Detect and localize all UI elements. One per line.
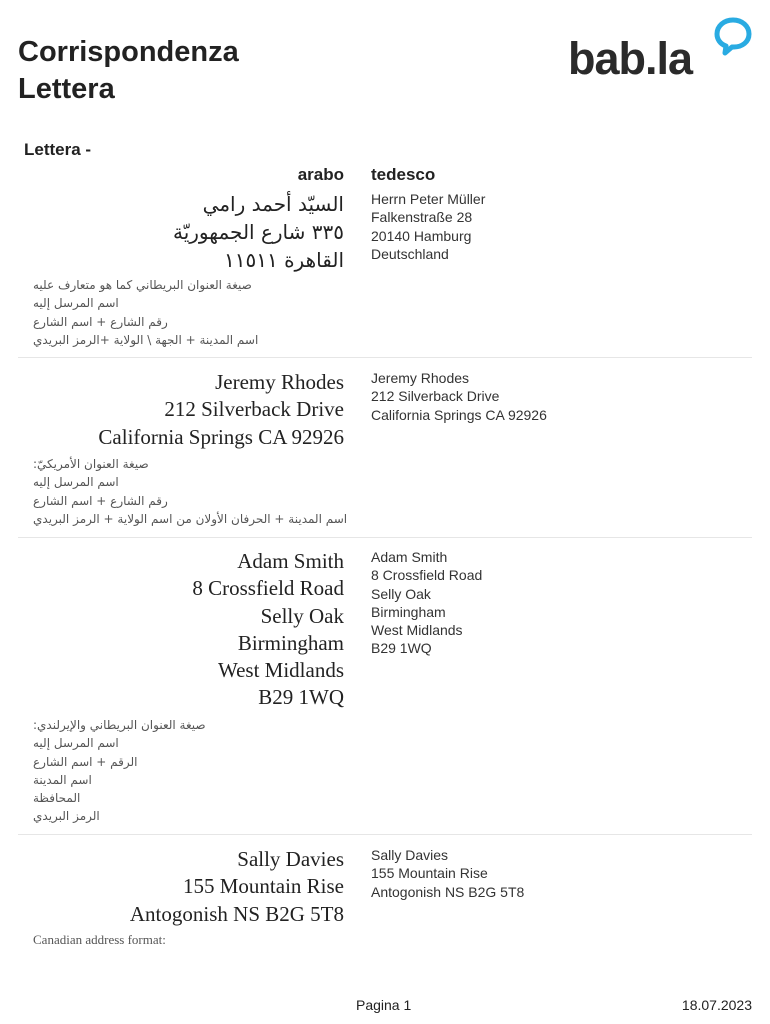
entry-divider <box>18 834 752 835</box>
address-line: Sally Davies <box>371 847 449 863</box>
entry-divider <box>18 537 752 538</box>
german-address <box>371 369 547 424</box>
address-line: 155 Mountain Rise <box>371 865 488 882</box>
address-line: Deutschland <box>371 245 449 262</box>
address-line: Falkenstraße 28 <box>371 209 473 226</box>
address-line: 155 Mountain Rise <box>183 874 344 899</box>
format-note: Canadian address format: <box>33 932 166 947</box>
address-line: 8 Crossfield Road <box>371 567 483 584</box>
address-line: Antogonish NS B2G 5T8 <box>371 883 525 900</box>
address-line: Birmingham <box>237 630 344 655</box>
address-line: West Midlands <box>371 622 463 639</box>
format-note <box>33 716 353 826</box>
note-line: المحافظة <box>33 791 81 806</box>
note-line: صيغة العنوان البريطاني كما هو متعارف عليه <box>33 278 252 292</box>
speech-bubble-icon <box>713 16 753 56</box>
address-line: Herrn Peter Müller <box>371 191 486 207</box>
page-number: Pagina 1 <box>356 997 412 1013</box>
note-line: اسم المدينة + الحرفان الأولان من اسم الولاية + الرمز البريدي <box>33 511 348 526</box>
address-line: Selly Oak <box>371 585 431 602</box>
format-note <box>33 276 353 349</box>
footer-date: 18.07.2023 <box>681 997 752 1013</box>
address-line: 212 Silverback Drive <box>371 388 500 405</box>
arabic-address <box>173 190 344 274</box>
note-line: صيغة العنوان الأمريكيّ: <box>33 457 149 471</box>
column-header-target-language: tedesco <box>371 165 436 184</box>
german-address <box>371 190 485 263</box>
address-line: Jeremy Rhodes <box>371 370 470 386</box>
note-line: صيغة العنوان البريطاني والإيرلندي: <box>33 718 206 732</box>
german-address <box>371 846 524 901</box>
address-line: السيّد أحمد رامي <box>202 192 344 216</box>
note-line: اسم المرسل إليه <box>33 475 119 490</box>
note-line: رقم الشارع + اسم الشارع <box>33 314 168 329</box>
note-line: اسم المرسل إليه <box>33 736 119 751</box>
address-line: 8 Crossfield Road <box>192 576 344 601</box>
address-line: Birmingham <box>371 603 446 620</box>
logo-text: bab.la <box>568 33 693 84</box>
address-line: West Midlands <box>217 658 344 683</box>
note-line: اسم المدينة + الجهة \ الولاية +الرمز البريدي <box>33 332 259 347</box>
source-address <box>130 846 344 928</box>
page-title-line1: Corrispondenza <box>18 36 239 68</box>
address-line: B29 1WQ <box>258 685 344 710</box>
note-line: اسم المرسل إليه <box>33 296 119 311</box>
address-line: Selly Oak <box>260 603 344 628</box>
address-line: Adam Smith <box>371 549 448 565</box>
address-line: California Springs CA 92926 <box>98 424 344 449</box>
note-line: رقم الشارع + اسم الشارع <box>33 493 168 508</box>
address-line: 212 Silverback Drive <box>164 397 344 422</box>
source-address <box>192 548 344 712</box>
section-label: Lettera - <box>24 140 92 159</box>
format-note <box>33 455 353 528</box>
address-line: ٣٣٥ شارع الجمهوريّة <box>172 220 344 244</box>
address-line: California Springs CA 92926 <box>371 406 547 423</box>
german-address <box>371 548 482 658</box>
address-line: Adam Smith <box>237 549 344 573</box>
address-line: 20140 Hamburg <box>371 227 472 244</box>
entry-divider <box>18 357 752 358</box>
bab-la-logo[interactable] <box>568 16 758 86</box>
page-title <box>18 34 239 108</box>
address-line: Sally Davies <box>237 847 344 871</box>
address-line: B29 1WQ <box>371 640 432 657</box>
note-line: الرقم + اسم الشارع <box>33 754 138 769</box>
column-header-source-language: arabo <box>297 165 344 184</box>
address-line: Antogonish NS B2G 5T8 <box>129 901 344 926</box>
source-address <box>98 369 344 451</box>
note-line: اسم المدينة <box>33 772 92 787</box>
note-line: الرمز البريدي <box>33 809 100 824</box>
address-line: Jeremy Rhodes <box>215 370 344 394</box>
page-title-line2: Lettera <box>18 73 115 105</box>
address-line: القاهرة ١١٥١١ <box>224 248 344 272</box>
